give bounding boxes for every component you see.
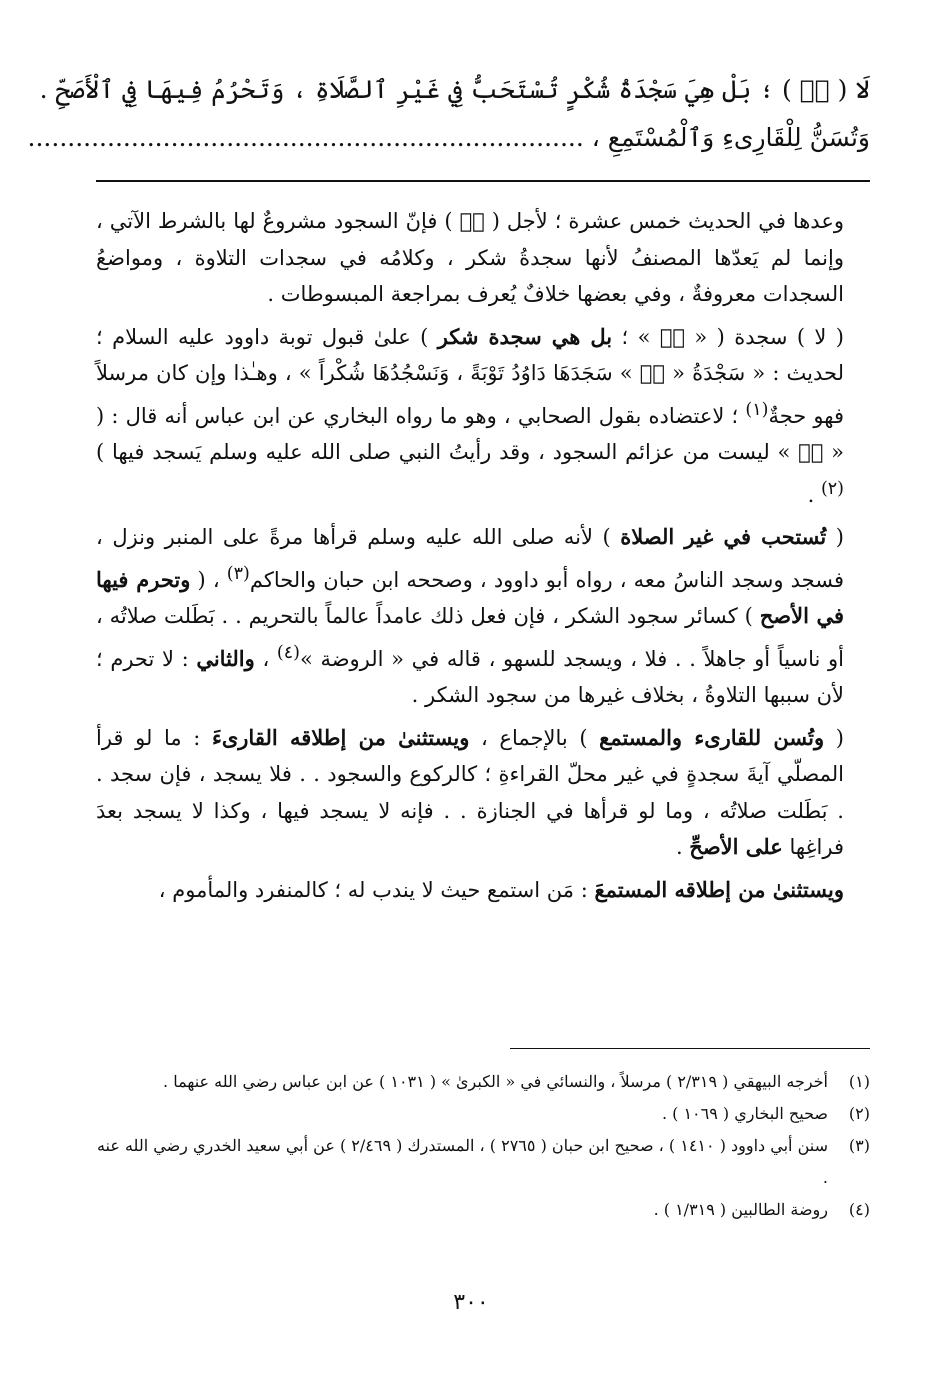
text-run: .: [675, 835, 690, 859]
bold-matn-quote: بل هي سجدة شكر: [437, 323, 613, 349]
footnote-number: (١): [848, 1072, 870, 1091]
text-run: ) كسائر سجود الشكر ، فإن فعل ذلك عامداً عالماً بالتحريم . . بَطَلت صلاتُه ، أو ناسياً أو جاهلاً . . فلا ، ويسجد للسهو ، قاله في « الروضة »: [96, 604, 844, 671]
commentary-paragraph-5: [96, 872, 870, 909]
matn-line-2: [27, 114, 870, 162]
matn-separator-rule: [96, 180, 870, 182]
commentary-paragraph-2: [96, 319, 870, 514]
text-run: (: [824, 725, 844, 750]
footnote-4: [96, 1194, 870, 1226]
bold-matn-quote: وتُسن للقارىء والمستمع: [599, 724, 825, 750]
text-run: (: [826, 525, 844, 549]
text-run: ( لا ) سجدة ( « صۤ » ؛: [612, 324, 844, 349]
matn-dots: ......................................................................: [27, 123, 584, 152]
commentary-text: [96, 203, 870, 908]
footnote-number: (٤): [848, 1200, 870, 1219]
commentary-paragraph-4: [96, 720, 870, 866]
footnote-2: [96, 1098, 870, 1130]
text-run: : لا تحرم ؛ لأن سببها التلاوةُ ، بخلاف غيرها من سجود الشكر .: [96, 646, 844, 707]
text-run: ) بالإجماع ،: [469, 725, 600, 750]
footnote-ref-3: (٣): [226, 563, 250, 584]
text-run: ، (: [190, 567, 227, 592]
bold-matn-quote: على الأصحِّ: [689, 834, 783, 859]
footnote-text: صحيح البخاري ( ١٠٦٩ ) .: [661, 1104, 828, 1123]
text-run: ) علىٰ قبول توبة داوود عليه السلام ؛ لحديث : « سَجْدَةُ « صۤ » سَجَدَهَا دَاوُدُ تَوْبَةً ، وَنَسْجُدُهَا شُكْراً » ، وهـٰذا وإن كان مرسلاً فهو حجةٌ: [96, 324, 844, 428]
footnote-1: [96, 1066, 870, 1098]
text-run: ) لأنه صلى الله عليه وسلم قرأها مرةً على المنبر ونزل ، فسجد وسجد الناسُ معه ، رواه أبو داوود ، وصححه ابن حبان والحاكم: [96, 525, 845, 592]
footnote-number: (٢): [848, 1104, 870, 1123]
bold-matn-quote: وتحرم فيها في الأصح: [96, 566, 844, 628]
footnote-ref-1: (١): [745, 399, 769, 420]
footnotes: [96, 1066, 870, 1226]
bold-term: والثاني: [196, 645, 255, 671]
text-run: ،: [254, 646, 277, 671]
matn-line-2-text: وَتُسَنُّ لِلْقَارِىءِ وَٱلْمُسْتَمِعِ ،: [591, 123, 870, 152]
text-run: : ما لو قرأ المصلّي آيةَ سجدةٍ في غير محلّ القراءةِ ؛ كالركوع والسجود . . فلا يسجد ، فإن سجد . . بَطَلت صلاتُه ، وما لو قرأها في الجنازة . . فإنه لا يسجد فيها ، وكذا لا يسجد بعدَ فراغِها: [96, 725, 844, 859]
footnote-ref-2: (٢): [820, 478, 844, 499]
footnote-text: روضة الطالبين ( ١/٣١٩ ) .: [653, 1200, 828, 1219]
footnote-3: [96, 1130, 870, 1194]
footnote-ref-4: (٤): [276, 642, 300, 663]
matn-text: [27, 66, 870, 162]
footnote-separator-rule: [510, 1048, 870, 1049]
footnote-text: أخرجه البيهقي ( ٢/٣١٩ ) مرسلاً ، والنسائي في « الكبرىٰ » ( ١٠٣١ ) عن ابن عباس رضي الله عنهما .: [163, 1072, 828, 1091]
bold-term: ويستثنىٰ من إطلاقه المستمعَ: [594, 876, 844, 902]
text-run: .: [807, 482, 821, 507]
page-number: ٣٠٠: [453, 1290, 489, 1315]
text-run: : مَن استمع حيث لا يندب له ؛ كالمنفرد والمأموم ،: [158, 877, 595, 902]
bold-term: ويستثنىٰ من إطلاقه القارىءَ: [211, 724, 470, 750]
commentary-paragraph-1: وعدها في الحديث خمس عشرة ؛ لأجل ( صۤ ) فإنّ السجود مشروعٌ لها بالشرط الآتي ، وإنما لم يَعدّها المصنفُ لأنها سجدةُ شكر ، وكلامُه في سجدات التلاوة ، ومواضعُ السجدات معروفةٌ ، وفي بعضها خلافٌ يُعرف بمراجعة المبسوطات .: [96, 209, 844, 306]
text-run: ؛ لاعتضاده بقول الصحابي ، وهو ما رواه البخاري عن ابن عباس أنه قال : ( « صۤ » ليست من عزائم السجود ، وقد رأيتُ النبي صلى الله عليه وسلم يَسجد فيها ): [96, 403, 844, 464]
matn-line-1: لَا ( صۤ ) ؛ بَلْ هِيَ سَجْدَةُ شُكْرٍ تُسْتَحَبُّ فِي غَيْرِ ٱلصَّلَاةِ ، وَتَحْرُمُ فِيهَا فِي ٱلْأَصَحِّ .: [39, 75, 870, 104]
commentary-paragraph-3: [96, 519, 870, 714]
footnote-text: سنن أبي داوود ( ١٤١٠ ) ، صحيح ابن حبان ( ٢٧٦٥ ) ، المستدرك ( ٢/٤٦٩ ) عن أبي سعيد الخدري رضي الله عنه .: [96, 1136, 828, 1187]
footnote-number: (٣): [848, 1136, 870, 1155]
bold-matn-quote: تُستحب في غير الصلاة: [620, 524, 827, 549]
